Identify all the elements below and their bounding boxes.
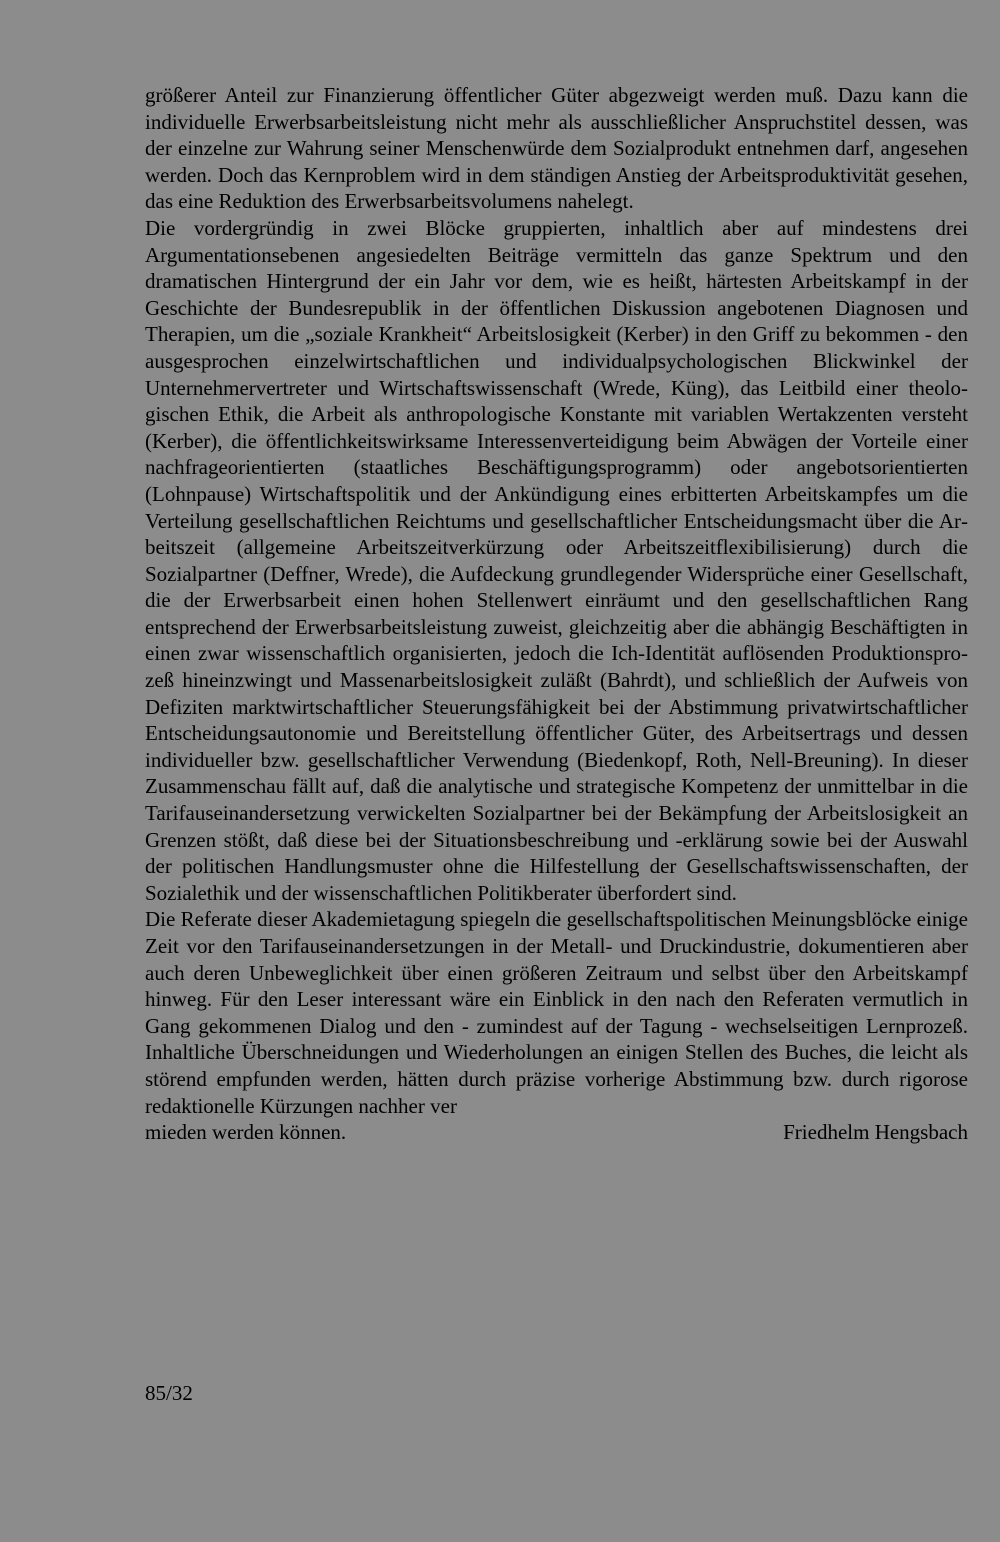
page-number: 85/32 <box>145 1381 193 1405</box>
author-signature: Friedhelm Hengsbach <box>783 1120 968 1145</box>
paragraph-2: Die vordergründig in zwei Blöcke gruppierten, inhaltlich aber auf mindestens drei Argumentationsebenen angesiedelten Beiträge vermitteln das ganze Spektrum und den dramatischen Hintergrund der ein Jahr vor dem, wie es heißt, härtesten Arbeitskampf in der Geschichte der Bundesrepublik in der öffentlichen Diskussion angebotenen Diagnosen und Therapien, um die „soziale Krankheit“ Arbeitslosigkeit (Kerber) in den Griff zu bekommen - den ausgesprochen einzelwirtschaftlichen und individualpsychologischen Blickwinkel der Unternehmervertreter und Wirtschaftswissenschaft (Wrede, Küng), das Leitbild einer theologischen Ethik, die Arbeit als anthropologische Konstante mit variablen Wertakzenten versteht (Kerber), die öffentlichkeitswirksame Interessenverteidigung beim Abwägen der Vorteile einer nachfrageorientierten (staatliches Beschäftigungsprogramm) oder angebotsorientierten (Lohnpause) Wirtschaftspolitik und der Ankündigung eines erbitterten Arbeitskampfes um die Verteilung gesellschaftlichen Reichtums und gesellschaftlicher Entscheidungsmacht über die Arbeitszeit (allgemeine Arbeitszeitverkürzung oder Arbeitszeitflexibilisierung) durch die Sozialpartner (Deffner, Wrede), die Aufdeckung grundlegender Widersprüche einer Gesellschaft, die der Erwerbsarbeit einen hohen Stellenwert einräumt und den gesellschaftlichen Rang entsprechend der Erwerbsarbeitsleistung zuweist, gleichzeitig aber die abhängig Beschäftigten in einen zwar wissenschaftlich organisierten, jedoch die Ich-Identität auflösenden Produktionsprozeß hineinzwingt und Massenarbeitslosigkeit zuläßt (Bahrdt), und schließlich der Aufweis von Defiziten marktwirtschaftlicher Steuerungsfähigkeit bei der Abstimmung privatwirtschaftlicher Entscheidungsautonomie und Bereitstellung öffentlicher Güter, des Arbeitsertrags und dessen individueller bzw. gesellschaftlicher Verwendung (Biedenkopf, Roth, Nell-Breuning). In dieser Zusammenschau fällt auf, daß die analytische und strategische Kompetenz der unmittelbar in die Tarifauseinandersetzung verwickelten Sozialpartner bei der Bekämpfung der Arbeitslosigkeit an Grenzen stößt, daß diese bei der Situationsbeschreibung und -erklärung sowie bei der Auswahl der politischen Handlungsmuster ohne die Hilfestellung der Gesellschaftswissenschaften, der Sozialethik und der wissenschaftlichen Politikberater überfordert sind. <box>145 215 968 905</box>
closing-line <box>145 1119 968 1146</box>
article-body <box>145 82 968 1146</box>
closing-text: mieden werden können. <box>145 1120 347 1145</box>
paragraph-1: größerer Anteil zur Finanzierung öffentlicher Güter abgezweigt werden muß. Dazu kann die individuelle Erwerbsarbeitsleistung nicht mehr als ausschließlicher Anspruchstitel dessen, was der einzelne zur Wahrung seiner Menschenwürde dem Sozialprodukt entnehmen darf, angesehen werden. Doch das Kernproblem wird in dem ständigen Anstieg der Arbeitsproduktivität gesehen, das eine Reduktion des Erwerbsarbeitsvolumens nahelegt. <box>145 83 968 214</box>
paragraph-3: Die Referate dieser Akademietagung spiegeln die gesellschaftspolitischen Meinungsblöcke einige Zeit vor den Tarifauseinandersetzungen in der Metall- und Druckindustrie, dokumentieren aber auch deren Unbeweglichkeit über einen größeren Zeitraum und selbst über den Arbeitskampf hinweg. Für den Leser interessant wäre ein Einblick in den nach den Referaten vermutlich in Gang gekommenen Dialog und den - zumindest auf der Tagung - wechselseitigen Lernprozeß. Inhaltliche Überschneidungen und Wiederholungen an einigen Stellen des Buches, die leicht als störend empfunden werden, hätten durch präzise vorherige Abstimmung bzw. durch rigorose redaktionelle Kürzungen nachher ver <box>145 907 968 1118</box>
